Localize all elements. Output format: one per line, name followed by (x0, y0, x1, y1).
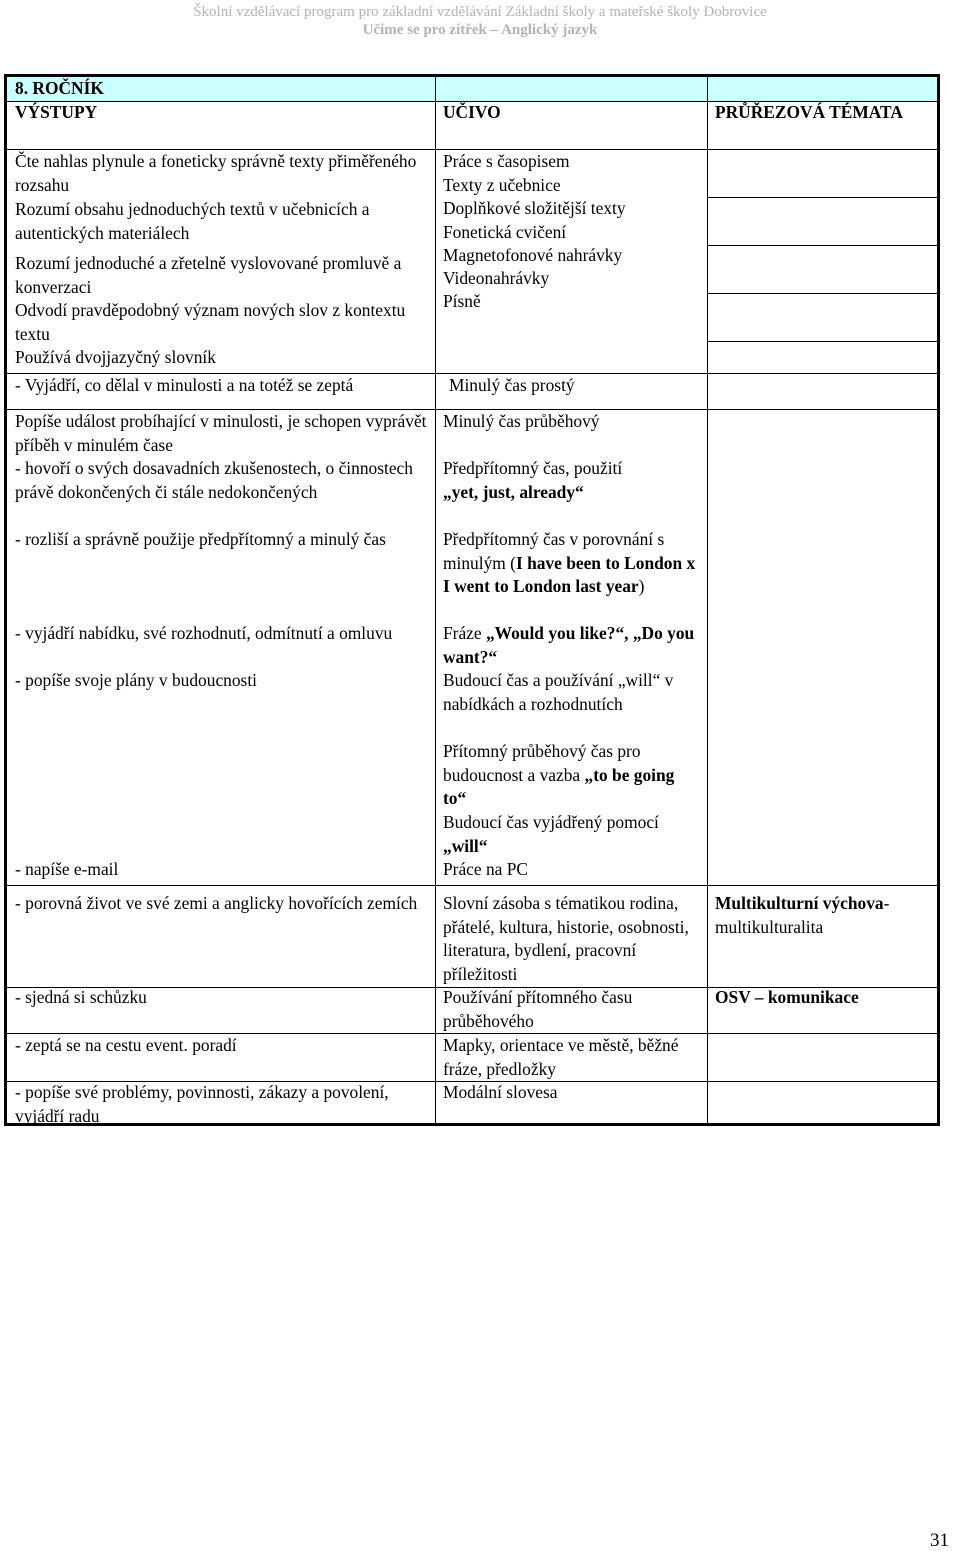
curriculum-example: I have been to London x I went to London last year (443, 552, 696, 596)
curriculum-item: Budoucí čas a používání „will“ v nabídkách a rozhodnutích (443, 670, 674, 714)
document-header-school: Školní vzdělávací program pro základní vzdělávání Základní školy a mateřské školy Dobrovice (193, 4, 767, 20)
curriculum-item: Doplňkové složitější texty (443, 198, 626, 218)
curriculum-text: Fráze (443, 623, 486, 643)
row-divider (707, 341, 937, 342)
curriculum-item: Slovní zásoba s tématikou rodina, přátelé, kultura, historie, osobnosti, literatura, bydlení, pracovní příležitosti (443, 893, 689, 984)
header-themes: PRŮŘEZOVÁ TÉMATA (715, 102, 903, 122)
output-item: - popíše svoje plány v budoucnosti (15, 670, 257, 690)
output-item: - porovná život ve své zemi a anglicky hovořících zemích (15, 893, 418, 913)
theme-detail: -multikulturalita (715, 893, 890, 937)
curriculum-item: Práce s časopisem (443, 151, 570, 171)
curriculum-text: Přítomný průběhový čas pro budoucnost a vazba (443, 741, 641, 785)
curriculum-item (435, 740, 707, 811)
curriculum-keywords: „will“ (443, 835, 488, 856)
curriculum-item: Minulý čas průběhový (443, 411, 600, 431)
cross-curricular-theme (707, 892, 937, 939)
output-item: Rozumí jednoduché a zřetelně vyslovované promluvě a konverzaci (15, 253, 402, 297)
curriculum-item: Písně (443, 291, 481, 311)
curriculum-text: Předpřítomný čas v porovnání s minulým ( (443, 529, 665, 573)
output-item: Používá dvojjazyčný slovník (15, 347, 216, 367)
output-item: Popíše událost probíhající v minulosti, je schopen vyprávět příběh v minulém čase (15, 411, 427, 455)
curriculum-table (4, 74, 940, 1126)
output-item: Odvodí pravděpodobný význam nových slov z kontextu textu (15, 300, 406, 344)
curriculum-item: Magnetofonové nahrávky (443, 245, 623, 265)
curriculum-text: Předpřítomný čas, použití (443, 458, 623, 478)
output-item: - Vyjádří, co dělal v minulosti a na totéž se zeptá (15, 375, 354, 395)
curriculum-item (435, 457, 707, 504)
curriculum-keywords: „to be going to“ (443, 764, 675, 808)
output-item: - napíše e-mail (15, 859, 119, 879)
curriculum-item: Mapky, orientace ve městě, běžné fráze, předložky (443, 1035, 679, 1079)
theme-name: Multikulturní výchova (715, 893, 884, 913)
output-item: - zeptá se na cestu event. poradí (15, 1035, 237, 1055)
output-item: Čte nahlas plynule a foneticky správně texty přiměřeného rozsahu (15, 151, 417, 195)
output-item: Rozumí obsahu jednoduchých textů v učebnicích a autentických materiálech (15, 199, 370, 243)
curriculum-item: Používání přítomného času průběhového (443, 987, 633, 1031)
output-item: - hovoří o svých dosavadních zkušenostech, o činnostech právě dokončených či stále nedokončených (15, 458, 413, 502)
curriculum-item: Fonetická cvičení (443, 222, 567, 242)
row-divider (707, 293, 937, 294)
curriculum-item: Práce na PC (443, 859, 529, 879)
curriculum-keywords: „yet, just, already“ (443, 481, 584, 502)
page-number: 31 (930, 1530, 949, 1551)
curriculum-item: Texty z učebnice (443, 175, 561, 195)
header-outputs: VÝSTUPY (15, 102, 98, 122)
document-header-subject: Učíme se pro zítřek – Anglický jazyk (362, 22, 598, 38)
curriculum-item (435, 528, 707, 599)
output-item: - rozliší a správně použije předpřítomný a minulý čas (15, 529, 386, 549)
row-divider (707, 245, 937, 246)
curriculum-text: ) (638, 576, 645, 596)
header-curriculum: UČIVO (443, 102, 501, 122)
curriculum-item: Modální slovesa (443, 1082, 558, 1102)
output-item: - sjedná si schůzku (15, 987, 147, 1007)
curriculum-item (435, 622, 707, 669)
curriculum-item: Minulý čas prostý (449, 375, 575, 395)
curriculum-text: Budoucí čas vyjádřený pomocí (443, 812, 659, 832)
curriculum-item (435, 811, 707, 858)
output-item: - vyjádří nabídku, své rozhodnutí, odmítnutí a omluvu (15, 623, 393, 643)
curriculum-phrases: „Would you like?“, „Do you want?“ (443, 623, 695, 667)
output-item: - popíše své problémy, povinnosti, zákazy a povolení, vyjádří radu (15, 1082, 389, 1126)
cross-curricular-theme: OSV – komunikace (715, 987, 859, 1007)
row-divider (707, 197, 937, 198)
grade-title: 8. ROČNÍK (15, 78, 104, 98)
curriculum-item: Videonahrávky (443, 268, 550, 288)
column-divider (707, 77, 708, 1123)
row-divider (7, 885, 937, 886)
